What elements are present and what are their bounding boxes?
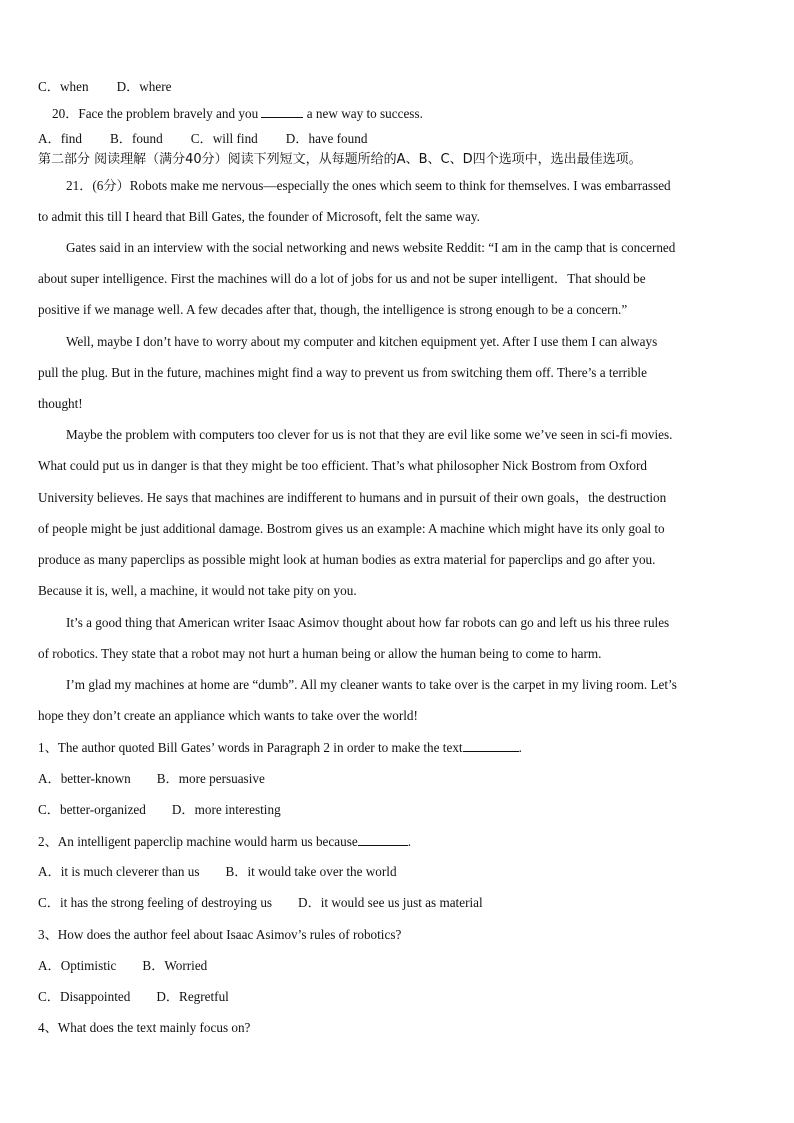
q20-option-b: B．found [109, 131, 163, 146]
question-2-stem [38, 833, 411, 850]
q20-options [38, 131, 367, 147]
passage-line: Gates said in an interview with the social networking and news website Reddit: “I am in the camp that is concerned [66, 240, 676, 255]
question-1-option-c: C．better-organized [38, 802, 146, 817]
passage-line: I’m glad my machines at home are “dumb”. All my cleaner wants to take over is the carpet in my living room. Let’s [66, 677, 677, 692]
question-3-options-ab [38, 958, 207, 974]
question-3-option-d: D．Regretful [156, 989, 229, 1004]
question-3-option-b: B．Worried [142, 958, 208, 973]
q20-stem [52, 105, 423, 122]
q19-options-cd [38, 79, 172, 95]
question-1-options-cd [38, 802, 281, 818]
question-2-option-d: D．it would see us just as material [298, 895, 483, 910]
question-4-stem: 4、What does the text mainly focus on? [38, 1020, 251, 1035]
passage-line: Maybe the problem with computers too clever for us is not that they are evil like some we’ve seen in sci-fi movies. [66, 427, 673, 442]
passage-line: thought! [38, 396, 83, 411]
q19-option-c: C．when [38, 79, 89, 94]
question-3-option-c: C．Disappointed [38, 989, 131, 1004]
section2-heading: 第二部分 阅读理解（满分40分）阅读下列短文，从每题所给的A、B、C、D四个选项中，选出最佳选项。 [38, 152, 642, 167]
passage-line: produce as many paperclips as possible might look at human bodies as extra material for paperclips and go after you. [38, 552, 656, 567]
question-1-text: 1、The author quoted Bill Gates’ words in Paragraph 2 in order to make the text [38, 740, 463, 755]
question-3-options-cd [38, 989, 229, 1005]
q20-stem-after: a new way to success. [306, 106, 423, 121]
passage-line: positive if we manage well. A few decades after that, though, the intelligence is strong enough to be a concern.” [38, 302, 628, 317]
q20-option-a: A．find [38, 131, 82, 146]
question-1-option-d: D．more interesting [171, 802, 281, 817]
question-1-option-a: A．better-known [38, 771, 131, 786]
question-2-options-cd [38, 895, 483, 911]
passage-line: hope they don’t create an appliance which wants to take over the world! [38, 708, 418, 723]
question-2-options-ab [38, 864, 397, 880]
passage-line: What could put us in danger is that they might be too efficient. That’s what philosopher Nick Bostrom from Oxford [38, 458, 647, 473]
passage-line: of people might be just additional damage. Bostrom gives us an example: A machine which might have its only goal to [38, 521, 665, 536]
question-1-options-ab [38, 771, 265, 787]
passage-line: Well, maybe I don’t have to worry about my computer and kitchen equipment yet. After I use them I can always [66, 334, 658, 349]
passage-line: pull the plug. But in the future, machines might find a way to prevent us from switching them off. There’s a terrible [38, 365, 647, 380]
question-2-text: 2、An intelligent paperclip machine would harm us because [38, 834, 358, 849]
passage-line: to admit this till I heard that Bill Gates, the founder of Microsoft, felt the same way. [38, 209, 480, 224]
passage-line: about super intelligence. First the machines will do a lot of jobs for us and not be super intelligent．That should be [38, 271, 646, 286]
q20-blank [261, 105, 303, 118]
q20-stem-before: 20．Face the problem bravely and you [52, 106, 259, 121]
question-1-blank [463, 739, 519, 752]
question-2-option-c: C．it has the strong feeling of destroying us [38, 895, 273, 910]
question-2-option-b: B．it would take over the world [225, 864, 397, 879]
passage-line: 21．(6分）Robots make me nervous—especially the ones which seem to think for themselves. I was embarrassed [66, 178, 671, 193]
passage-line: of robotics. They state that a robot may not hurt a human being or allow the human being to come to harm. [38, 646, 602, 661]
question-2-period: . [407, 834, 411, 849]
q20-option-c: C．will find [190, 131, 258, 146]
question-1-period: . [518, 740, 522, 755]
question-3-option-a: A．Optimistic [38, 958, 117, 973]
q19-option-d: D．where [116, 79, 172, 94]
q20-option-d: D．have found [285, 131, 368, 146]
question-3-stem: 3、How does the author feel about Isaac Asimov’s rules of robotics? [38, 927, 402, 942]
question-1-stem [38, 739, 522, 756]
question-2-option-a: A．it is much cleverer than us [38, 864, 200, 879]
question-2-blank [358, 833, 408, 846]
question-1-option-b: B．more persuasive [156, 771, 265, 786]
passage-line: Because it is, well, a machine, it would not take pity on you. [38, 583, 357, 598]
passage-line: It’s a good thing that American writer Isaac Asimov thought about how far robots can go and left us his three rules [66, 615, 670, 630]
passage-line: University believes. He says that machines are indifferent to humans and in pursuit of their own goals，the destruction [38, 490, 667, 505]
